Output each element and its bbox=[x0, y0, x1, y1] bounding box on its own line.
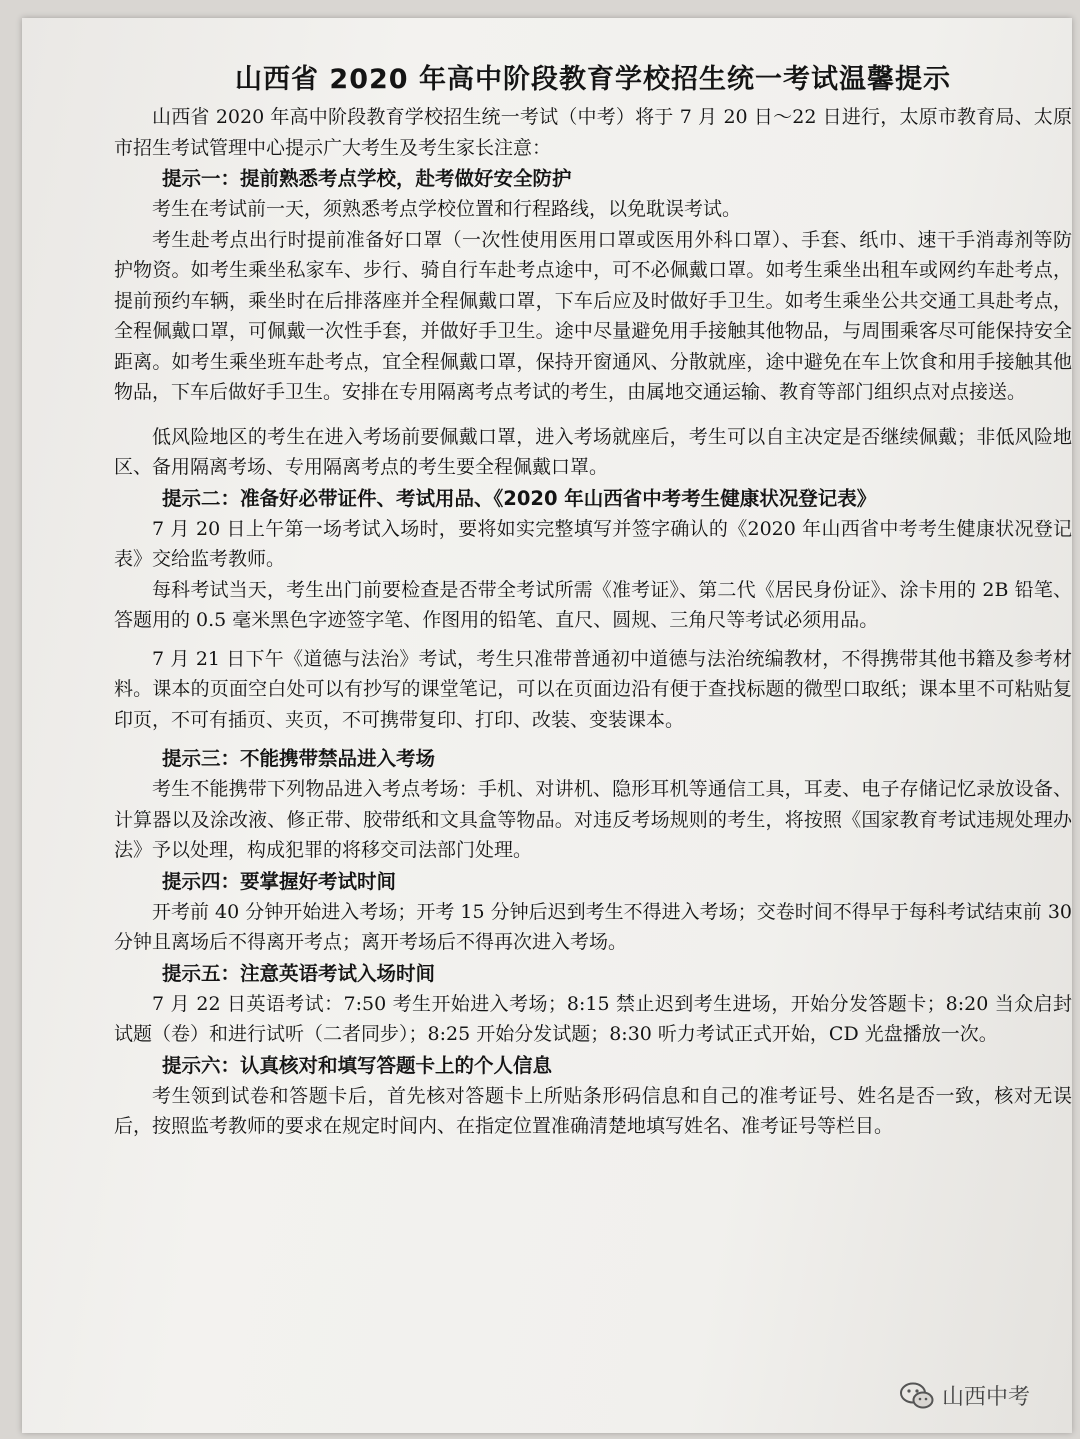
watermark-label: 山西中考 bbox=[942, 1385, 1031, 1410]
section-1-paragraph: 考生赴考点出行时提前准备好口罩（一次性使用医用口罩或医用外科口罩）、手套、纸巾、速干手消毒剂等防护物资。如考生乘坐私家车、步行、骑自行车赴考点途中，可不必佩戴口罩。如考生乘坐出租车或网约车赴考点，提前预约车辆，乘坐时在后排落座并全程佩戴口罩，下车后应及时做好手卫生。如考生乘坐公共交通工具赴考点，全程佩戴口罩，可佩戴一次性手套，并做好手卫生。途中尽量避免用手接触其他物品，与周围乘客尽可能保持安全距离。如考生乘坐班车赴考点，宜全程佩戴口罩，保持开窗通风、分散就座，途中避免在车上饮食和用手接触其他物品，下车后做好手卫生。安排在专用隔离考点考试的考生，由属地交通运输、教育等部门组织点对点接送。 bbox=[114, 228, 1072, 403]
section-1-heading: 提示一：提前熟悉考点学校，赴考做好安全防护 bbox=[162, 167, 572, 190]
section-3-paragraph: 考生不能携带下列物品进入考点考场：手机、对讲机、隐形耳机等通信工具，耳麦、电子存储记忆录放设备、计算器以及涂改液、修正带、胶带纸和文具盒等物品。对违反考场规则的考生，将按照《国家教育考试违规处理办法》予以处理，构成犯罪的将移交司法部门处理。 bbox=[114, 778, 1072, 861]
account-watermark bbox=[900, 1380, 1030, 1411]
section-1-paragraph: 考生在考试前一天，须熟悉考点学校位置和行程路线，以免耽误考试。 bbox=[152, 198, 742, 220]
section-1-paragraph: 低风险地区的考生在进入考场前要佩戴口罩，进入考场就座后，考生可以自主决定是否继续佩戴；非低风险地区、备用隔离考场、专用隔离考点的考生要全程佩戴口罩。 bbox=[114, 425, 1072, 478]
section-2-paragraph: 7 月 21 日下午《道德与法治》考试，考生只准带普通初中道德与法治统编教材，不得携带其他书籍及参考材料。课本的页面空白处可以有抄写的课堂笔记，可以在页面边沿有便于查找标题的微型口取纸；课本里不可粘贴复印页，不可有插页、夹页，不可携带复印、打印、改装、变装课本。 bbox=[114, 647, 1072, 731]
section-6-heading: 提示六：认真核对和填写答题卡上的个人信息 bbox=[162, 1053, 553, 1077]
section-6-paragraph: 考生领到试卷和答题卡后，首先核对答题卡上所贴条形码信息和自己的准考证号、姓名是否一致，核对无误后，按照监考教师的要求在规定时间内、在指定位置准确清楚地填写姓名、准考证号等栏目。 bbox=[114, 1084, 1072, 1137]
section-5-paragraph: 7 月 22 日英语考试：7:50 考生开始进入考场；8:15 禁止迟到考生进场，开始分发答题卡；8:20 当众启封试题（卷）和进行试听（二者同步）；8:25 开始分发试题；8:30 听力考试正式开始，CD 光盘播放一次。 bbox=[114, 992, 1072, 1045]
document-title: 山西省 2020 年高中阶段教育学校招生统一考试温馨提示 bbox=[235, 64, 951, 95]
section-3-heading: 提示三：不能携带禁品进入考场 bbox=[162, 747, 436, 770]
section-5-heading: 提示五：注意英语考试入场时间 bbox=[162, 961, 436, 985]
section-2-heading: 提示二：准备好必带证件、考试用品、《2020 年山西省中考考生健康状况登记表》 bbox=[162, 486, 877, 510]
section-4-heading: 提示四：要掌握好考试时间 bbox=[162, 869, 397, 893]
section-4-paragraph: 开考前 40 分钟开始进入考场；开考 15 分钟后迟到考生不得进入考场；交卷时间不得早于每科考试结束前 30 分钟且离场后不得离开考点；离开考场后不得再次进入考场。 bbox=[114, 900, 1072, 953]
wechat-icon bbox=[900, 1382, 934, 1410]
paper-sheet bbox=[22, 18, 1072, 1433]
section-2-paragraph: 7 月 20 日上午第一场考试入场时，要将如实完整填写并签字确认的《2020 年山西省中考考生健康状况登记表》交给监考教师。 bbox=[114, 517, 1072, 570]
section-2-paragraph: 每科考试当天，考生出门前要检查是否带全考试所需《准考证》、第二代《居民身份证》、涂卡用的 2B 铅笔、答题用的 0.5 毫米黑色字迹签字笔、作图用的铅笔、直尺、圆规、三角尺等考试必须用品。 bbox=[114, 578, 1072, 631]
intro-paragraph: 山西省 2020 年高中阶段教育学校招生统一考试（中考）将于 7 月 20 日～22 日进行，太原市教育局、太原市招生考试管理中心提示广大考生及考生家长注意： bbox=[114, 106, 1072, 159]
document-body bbox=[114, 60, 1072, 1142]
